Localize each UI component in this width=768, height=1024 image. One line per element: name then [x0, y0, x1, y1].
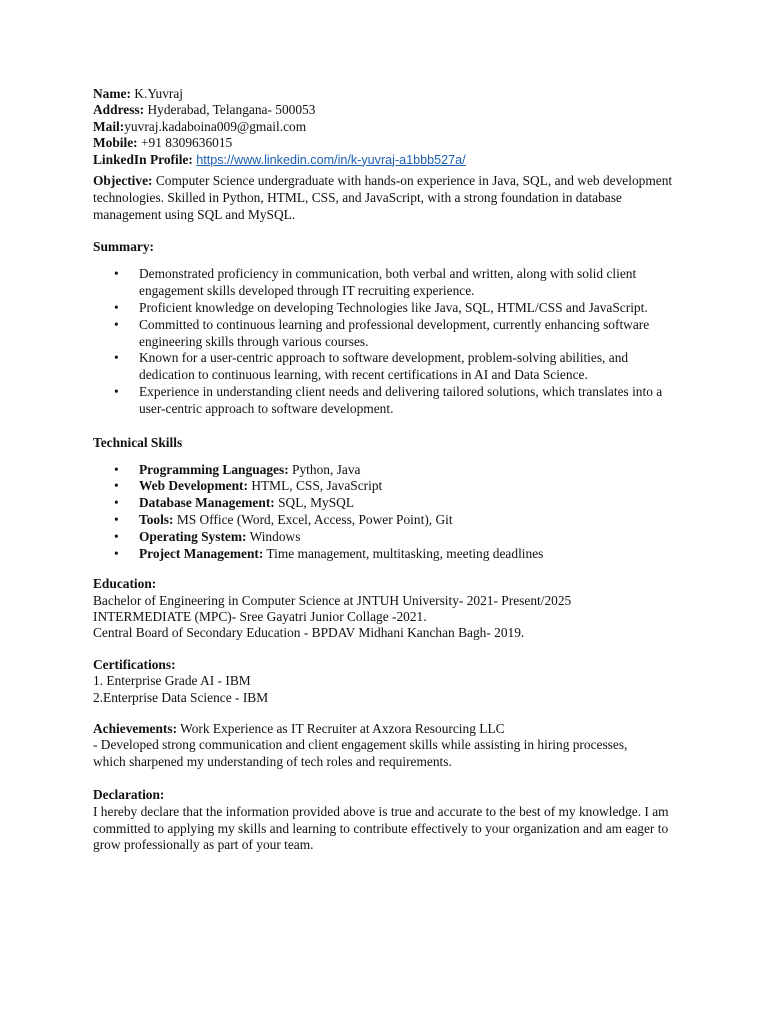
bullet-icon: •	[114, 478, 119, 494]
address-value: Hyderabad, Telangana- 500053	[147, 102, 316, 118]
skill-label: Tools:	[139, 512, 174, 528]
mobile-line	[93, 135, 693, 151]
bullet-icon: •	[114, 265, 119, 281]
skill-label: Project Management:	[139, 546, 264, 562]
bullet-icon: •	[114, 384, 119, 400]
skill-item	[93, 546, 693, 563]
achievements-detail: which sharpened my understanding of tech roles and requirements.	[93, 753, 452, 769]
objective-text: Computer Science undergraduate with hands-on experience in Java, SQL, and web development technologies. Skilled in Python, HTML, CSS, and JavaScript, with a strong foundation in database management using SQL and MySQL.	[93, 173, 673, 222]
name-value: K.Yuvraj	[134, 86, 184, 101]
summary-item-text: Experience in understanding client needs and delivering tailored solutions, which translates into a user-centric approach to software development.	[139, 384, 663, 417]
summary-item-text: Known for a user-centric approach to software development, problem-solving abilities, and dedication to continuous learning, with recent certifications in AI and Data Science.	[139, 350, 629, 383]
linkedin-label: LinkedIn Profile:	[93, 151, 193, 167]
skill-label: Programming Languages:	[139, 461, 289, 477]
education-line: Central Board of Secondary Education - BPDAV Midhani Kanchan Bagh- 2019.	[93, 625, 525, 641]
objective-label: Objective:	[93, 173, 153, 189]
achievements-headline: Work Experience as IT Recruiter at Axzora Resourcing LLC	[180, 721, 505, 737]
bullet-icon: •	[114, 461, 119, 477]
address-label: Address:	[93, 102, 145, 118]
summary-item-text: Demonstrated proficiency in communication, both verbal and written, along with solid client engagement skills developed through IT recruiting experience.	[139, 265, 637, 298]
objective-paragraph	[93, 173, 673, 223]
linkedin-line	[93, 152, 693, 168]
declaration-heading: Declaration:	[93, 787, 165, 803]
skill-item	[93, 462, 693, 479]
mail-value: yuvraj.kadaboina009@gmail.com	[124, 118, 307, 134]
declaration-text: I hereby declare that the information provided above is true and accurate to the best of my knowledge. I am committed to applying my skills and learning to contribute effectively to your organization and am eager to grow professionally as part of your team.	[93, 803, 669, 853]
mail-line	[93, 119, 693, 135]
achievements-label: Achievements:	[93, 721, 178, 737]
summary-list	[93, 266, 693, 418]
skill-label: Web Development:	[139, 478, 248, 494]
summary-item	[93, 384, 679, 418]
achievements-headline-line	[93, 721, 693, 737]
education-heading: Education:	[93, 576, 157, 592]
bullet-icon: •	[114, 316, 119, 332]
skill-item	[93, 495, 693, 512]
achievements-detail: - Developed strong communication and client engagement skills while assisting in hiring processes,	[93, 737, 628, 753]
bullet-icon: •	[114, 529, 119, 545]
skill-label: Operating System:	[139, 529, 247, 545]
summary-item	[93, 266, 679, 300]
summary-item	[93, 300, 679, 317]
mobile-value: +91 8309636015	[140, 135, 233, 151]
summary-item	[93, 317, 679, 351]
summary-item-text: Proficient knowledge on developing Technologies like Java, SQL, HTML/CSS and JavaScript.	[139, 299, 648, 315]
bullet-icon: •	[114, 350, 119, 366]
education-line: Bachelor of Engineering in Computer Science at JNTUH University- 2021- Present/2025	[93, 592, 572, 608]
summary-heading: Summary:	[93, 239, 154, 255]
address-line	[93, 102, 693, 118]
name-line	[93, 86, 693, 102]
skill-value: Python, Java	[292, 461, 361, 477]
summary-item-text: Committed to continuous learning and professional development, currently enhancing software engineering skills through various courses.	[139, 316, 650, 349]
skill-item	[93, 512, 693, 529]
certification-line: 1. Enterprise Grade AI - IBM	[93, 673, 251, 689]
bullet-icon: •	[114, 299, 119, 315]
certification-line: 2.Enterprise Data Science - IBM	[93, 689, 269, 705]
name-label: Name:	[93, 86, 131, 101]
mail-label: Mail:	[93, 118, 125, 134]
technical-skills-list	[93, 462, 693, 563]
linkedin-link[interactable]: https://www.linkedin.com/in/k-yuvraj-a1bbb527a/	[196, 152, 466, 167]
skill-value: SQL, MySQL	[278, 495, 355, 511]
technical-skills-heading: Technical Skills	[93, 435, 183, 451]
skill-label: Database Management:	[139, 495, 275, 511]
contact-block	[93, 86, 693, 168]
bullet-icon: •	[114, 546, 119, 562]
skill-value: MS Office (Word, Excel, Access, Power Point), Git	[176, 512, 453, 528]
skill-item	[93, 478, 693, 495]
mobile-label: Mobile:	[93, 135, 138, 151]
certifications-heading: Certifications:	[93, 656, 176, 672]
achievements-block	[93, 721, 693, 770]
bullet-icon: •	[114, 512, 119, 528]
skill-value: Time management, multitasking, meeting deadlines	[266, 546, 544, 562]
bullet-icon: •	[114, 495, 119, 511]
skill-value: Windows	[249, 529, 301, 545]
resume-page	[93, 86, 693, 854]
summary-item	[93, 350, 679, 384]
education-line: INTERMEDIATE (MPC)- Sree Gayatri Junior Collage -2021.	[93, 608, 427, 624]
skill-item	[93, 529, 693, 546]
skill-value: HTML, CSS, JavaScript	[251, 478, 383, 494]
